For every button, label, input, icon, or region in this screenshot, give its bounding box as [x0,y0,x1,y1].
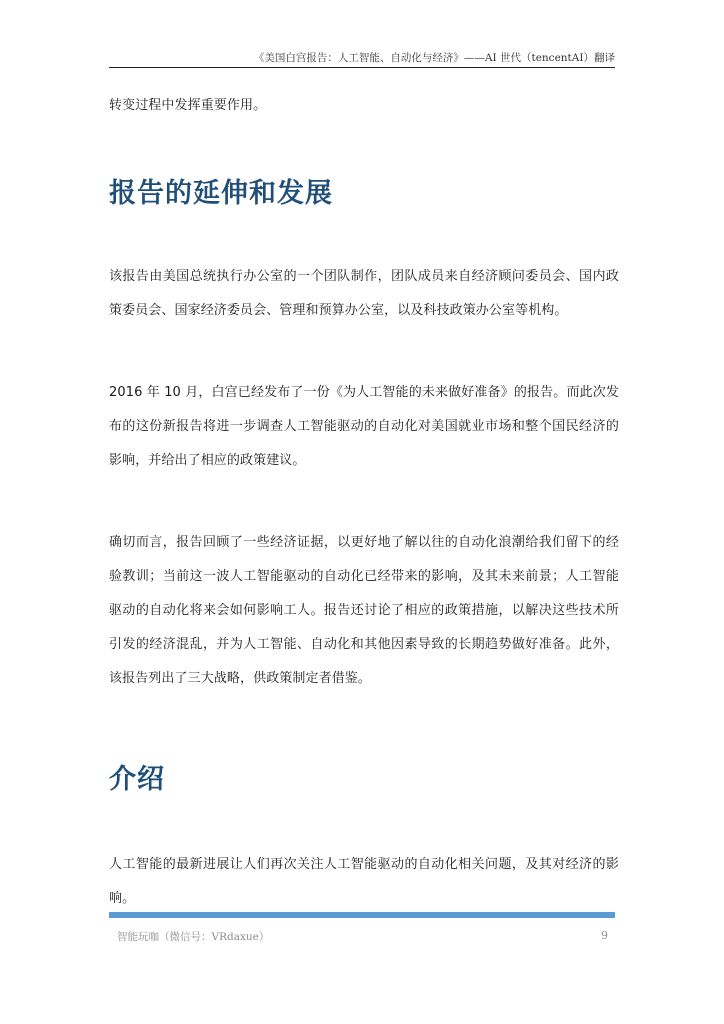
section-heading-extension: 报告的延伸和发展 [109,178,333,209]
header-divider [109,67,615,68]
running-header: 《美国白宫报告：人工智能、自动化与经济》——AI 世代（tencentAI）翻译 [253,52,615,64]
paragraph-report-team: 该报告由美国总统执行办公室的一个团队制作，团队成员来自经济顾问委员会、国内政策委员会、国家经济委员会、管理和预算办公室，以及科技政策办公室等机构。 [109,269,619,318]
footer-accent-bar [109,912,615,918]
paragraph-report-scope: 确切而言，报告回顾了一些经济证据，以更好地了解以往的自动化浪潮给我们留下的经验教训；当前这一波人工智能驱动的自动化已经带来的影响，及其未来前景；人工智能驱动的自动化将来会如何影响工人。报告还讨论了相应的政策措施，以解决这些技术所引发的经济混乱，并为人工智能、自动化和其他因素导致的长期趋势做好准备。此外，该报告列出了三大战略，供政策制定者借鉴。 [109,535,619,686]
footer-source: 智能玩咖（微信号：VRdaxue） [117,931,270,943]
continued-paragraph: 转变过程中发挥重要作用。 [109,98,267,113]
paragraph-report-history: 2016 年 10 月，白宫已经发布了一份《为人工智能的未来做好准备》的报告。而此次发布的这份新报告将进一步调查人工智能驱动的自动化对美国就业市场和整个国民经济的影响，并给出了相应的政策建议。 [109,385,619,468]
paragraph-introduction: 人工智能的最新进展让人们再次关注人工智能驱动的自动化相关问题，及其对经济的影响。 [109,857,619,906]
page-number: 9 [601,929,608,942]
section-heading-introduction: 介绍 [109,764,165,795]
